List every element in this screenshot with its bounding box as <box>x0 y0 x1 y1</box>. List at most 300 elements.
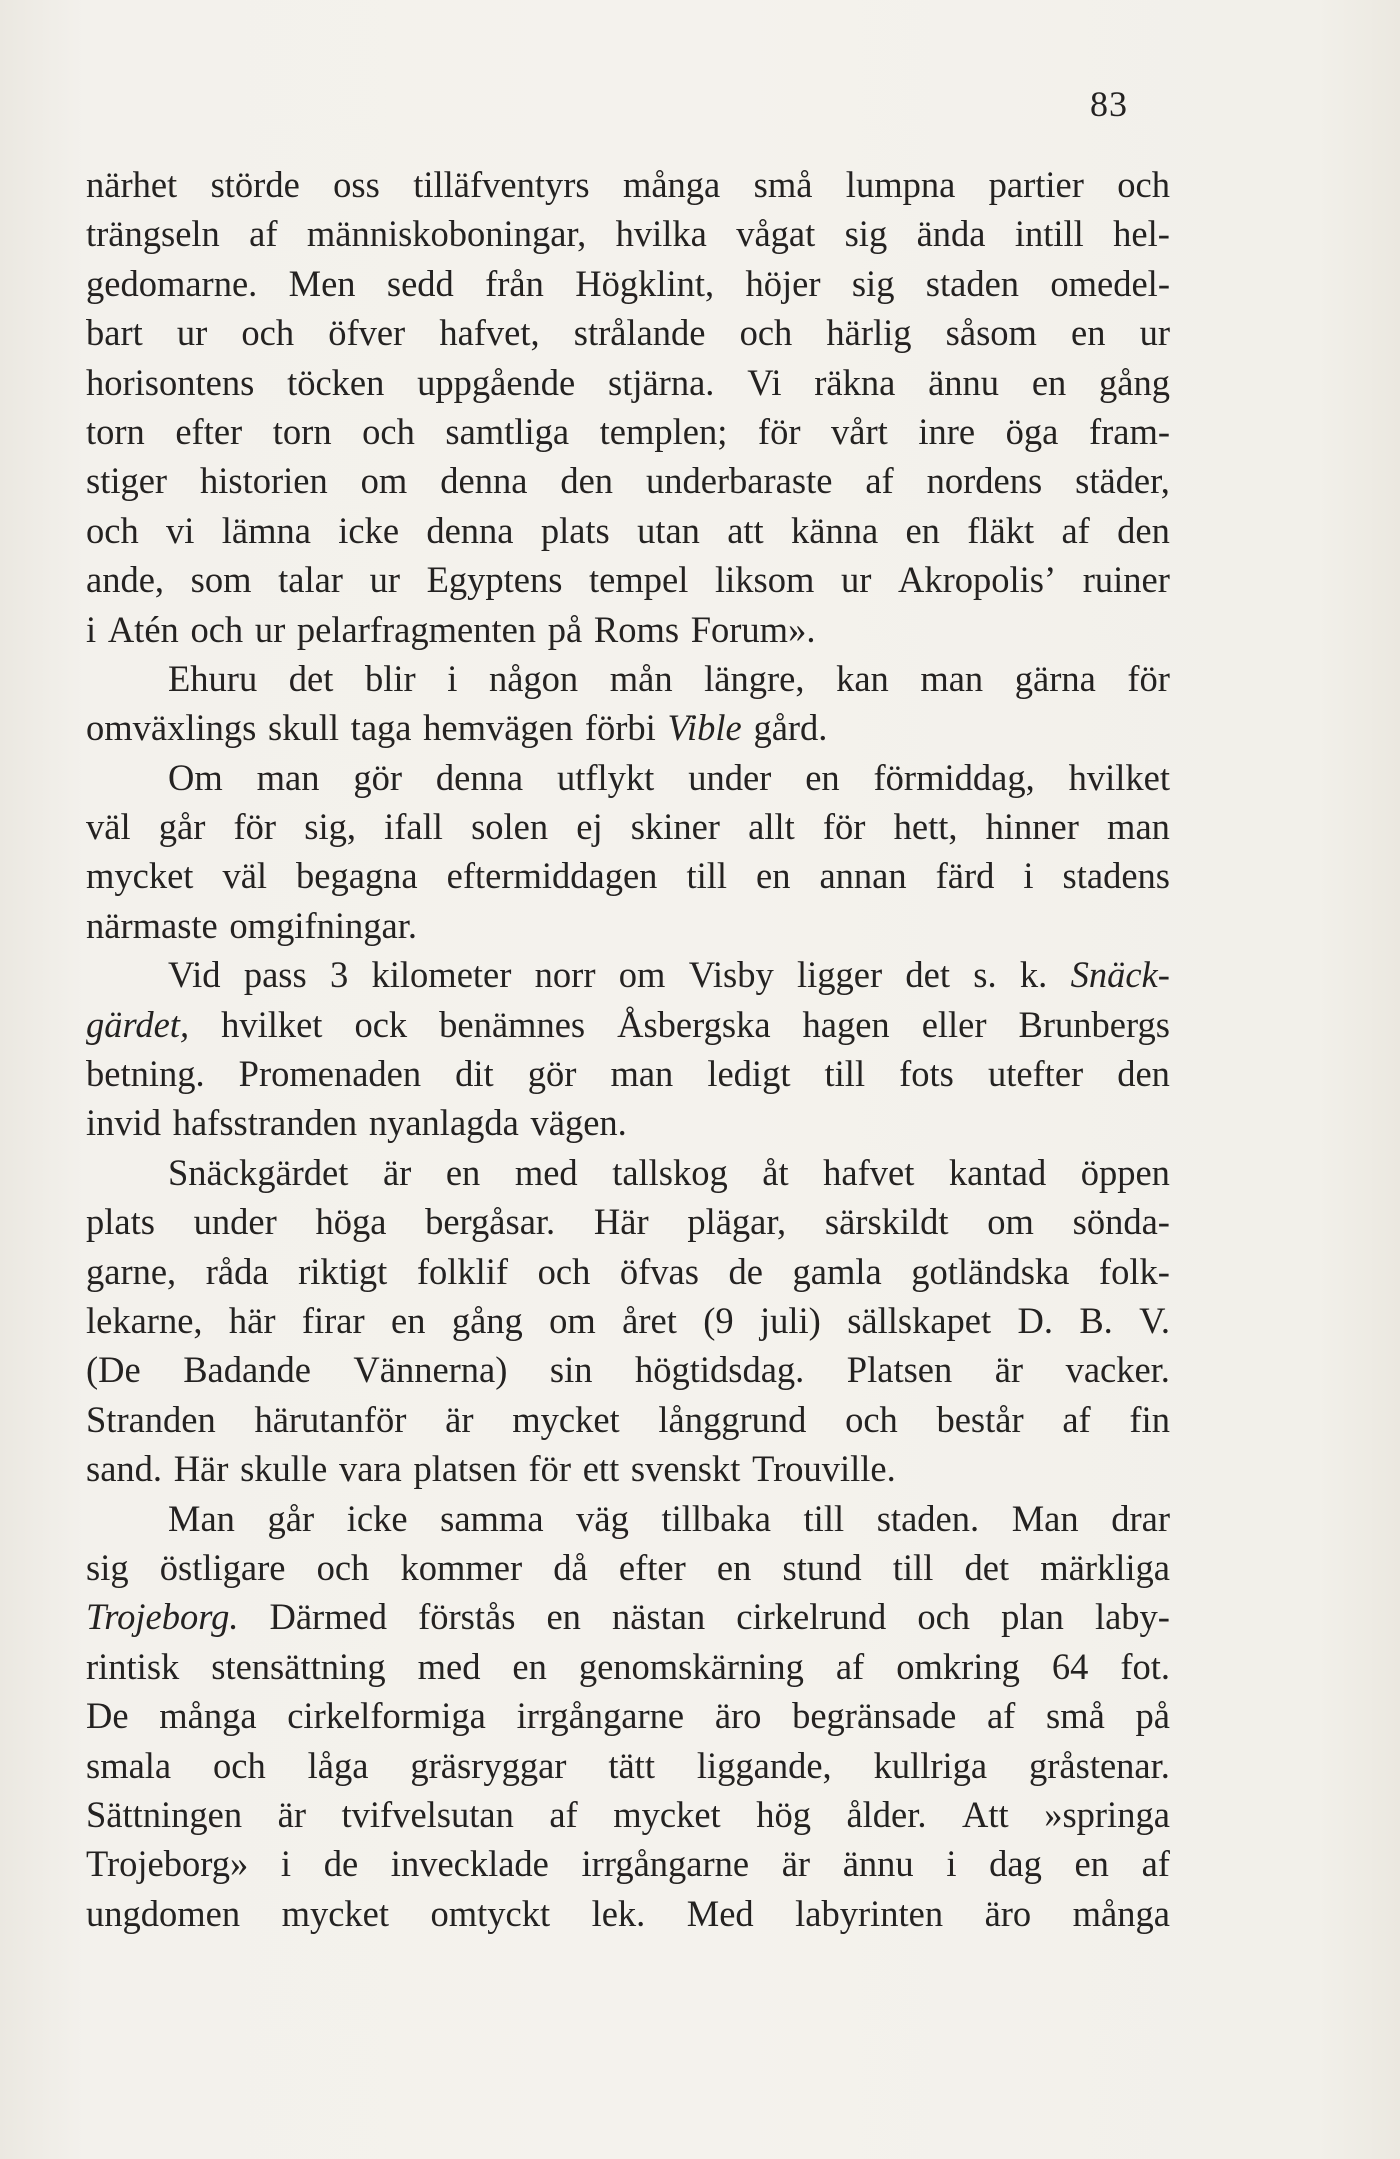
word: och <box>537 1250 591 1292</box>
word: om <box>549 1299 596 1341</box>
word: om <box>360 460 408 502</box>
word: i <box>280 1843 292 1885</box>
word: öfvas <box>619 1250 699 1292</box>
word: vägen. <box>530 1102 627 1144</box>
word: sig <box>86 1546 129 1588</box>
word: Snäck- <box>1070 954 1170 996</box>
word: en <box>391 1299 426 1341</box>
text-line <box>86 1395 1170 1444</box>
word: plats <box>540 509 610 551</box>
word: tempel <box>589 559 689 601</box>
word: Ehuru <box>168 657 258 699</box>
text-line <box>86 1345 1170 1394</box>
word: begagna <box>296 855 418 897</box>
word: Vid <box>168 954 221 996</box>
word: väg <box>576 1497 629 1539</box>
word: tätt <box>608 1744 655 1786</box>
word: omtyckt <box>430 1892 551 1934</box>
word: den <box>1117 509 1170 551</box>
word: och <box>362 410 415 452</box>
word: nästan <box>611 1596 706 1638</box>
word: Sättningen <box>86 1793 243 1835</box>
word: Brunbergs <box>1018 1003 1170 1045</box>
text-line <box>86 209 1170 258</box>
word: Promenaden <box>238 1053 422 1095</box>
word: kommer <box>400 1546 523 1588</box>
word: lämna <box>221 509 311 551</box>
word: (De <box>86 1349 141 1391</box>
word: åt <box>762 1151 789 1193</box>
word: höga <box>315 1201 387 1243</box>
word: för <box>528 1448 572 1490</box>
word: förmiddag, <box>873 756 1035 798</box>
text-line <box>86 1839 1170 1888</box>
word: Men <box>288 262 356 304</box>
word: en <box>756 855 791 897</box>
word: äro <box>714 1695 762 1737</box>
word: är <box>277 1793 306 1835</box>
word: är <box>994 1349 1024 1391</box>
body-text <box>86 160 1170 1938</box>
word: ligger <box>797 954 883 996</box>
text-line <box>86 1691 1170 1740</box>
word: denna <box>440 460 528 502</box>
word: man <box>610 1053 674 1095</box>
word: små <box>753 164 813 205</box>
word: förstås <box>418 1596 516 1638</box>
word: ur <box>254 608 286 650</box>
word: en <box>805 756 840 798</box>
word: stensättning <box>211 1645 386 1687</box>
word: mycket <box>281 1892 389 1934</box>
word: samtliga <box>445 410 570 452</box>
word: sig, <box>304 806 356 848</box>
word: templen; <box>599 410 728 452</box>
word: det <box>905 954 951 996</box>
word: liggande, <box>696 1744 832 1786</box>
word: 3 <box>329 954 349 996</box>
word: af <box>1061 509 1090 551</box>
word: folklif <box>416 1250 509 1292</box>
word: vårt <box>831 410 888 452</box>
word: längre, <box>704 657 805 699</box>
word: ur <box>1139 312 1170 354</box>
word: är <box>781 1843 811 1885</box>
word: de <box>323 1843 359 1885</box>
word: pelarfragmenten <box>296 608 537 650</box>
word: hvilka <box>615 213 707 255</box>
word: vågat <box>736 213 816 255</box>
word: hemvägen <box>423 707 574 749</box>
word: Visby <box>688 954 774 996</box>
word: efter <box>175 410 243 452</box>
text-line <box>86 1642 1170 1691</box>
word: omkring <box>896 1645 1020 1687</box>
word: solen <box>471 806 549 848</box>
word: mycket <box>512 1398 620 1440</box>
word: en <box>512 1645 547 1687</box>
word: benämnes <box>439 1003 586 1045</box>
word: mån <box>609 657 673 699</box>
word: om <box>618 954 666 996</box>
word: vara <box>338 1448 402 1490</box>
word: (9 <box>703 1299 734 1341</box>
word: firar <box>301 1299 365 1341</box>
word: här <box>228 1299 276 1341</box>
word: Atén <box>107 608 179 650</box>
word: gedomarne. <box>86 262 258 304</box>
word: stund <box>782 1546 862 1588</box>
word: efter <box>618 1546 686 1588</box>
word: tillbaka <box>661 1497 771 1539</box>
word: taga <box>350 707 412 749</box>
word: af <box>865 460 894 502</box>
word: och <box>316 1546 370 1588</box>
word: s. <box>973 954 997 996</box>
text-line <box>86 703 1170 752</box>
word: uppgående <box>417 361 576 403</box>
word: lek. <box>591 1892 646 1934</box>
word: af <box>249 213 278 255</box>
text-line <box>86 1592 1170 1641</box>
word: förbi <box>584 707 656 749</box>
word: af <box>1141 1843 1170 1885</box>
word: Man <box>1011 1497 1079 1539</box>
word: platsen <box>413 1448 517 1490</box>
word: gång <box>451 1299 523 1341</box>
word: och <box>917 1596 971 1638</box>
word: Om <box>168 756 223 798</box>
word: ur <box>369 559 400 601</box>
word: kullriga <box>873 1744 988 1786</box>
word: om <box>987 1201 1034 1243</box>
word: icke <box>346 1497 408 1539</box>
word: gotländska <box>911 1250 1070 1292</box>
word: bergåsar. <box>425 1201 556 1243</box>
word: märkliga <box>1040 1546 1170 1588</box>
word: är <box>445 1398 474 1440</box>
word: omväxlings <box>86 707 257 749</box>
word: och <box>190 608 244 650</box>
page-number: 83 <box>1090 84 1128 124</box>
word: denna <box>426 509 514 551</box>
word: ej <box>576 806 603 848</box>
word: Snäckgärdet <box>168 1151 349 1193</box>
text-line <box>86 901 1170 950</box>
word: folk- <box>1098 1250 1170 1292</box>
word: de <box>728 1250 763 1292</box>
word: genomskärning <box>578 1645 804 1687</box>
word: gärdet, <box>86 1003 190 1045</box>
word: blir <box>364 657 416 699</box>
word: och <box>213 1744 266 1786</box>
word: inre <box>918 410 976 452</box>
word: särskildt <box>824 1201 949 1243</box>
word: ett <box>582 1448 620 1490</box>
word: går <box>267 1497 315 1539</box>
word: eftermiddagen <box>446 855 658 897</box>
word: lekarne, <box>86 1299 203 1341</box>
word: en <box>716 1546 752 1588</box>
word: ålder. <box>846 1793 927 1835</box>
word: tvifvelsutan <box>341 1793 514 1835</box>
word: bart <box>86 312 143 354</box>
word: hvilket <box>221 1003 323 1045</box>
word: torn <box>272 410 332 452</box>
word: en <box>905 509 940 551</box>
word: det <box>964 1546 1010 1588</box>
word: fram- <box>1088 410 1170 452</box>
word: Därmed <box>269 1596 388 1638</box>
word: Vible <box>667 707 742 749</box>
word: går <box>158 806 206 848</box>
word: väl <box>222 855 268 897</box>
word: omgifningar. <box>229 904 417 946</box>
text-line <box>86 1543 1170 1592</box>
word: nordens <box>926 460 1043 502</box>
word: af <box>549 1793 578 1835</box>
word: Att <box>962 1793 1009 1835</box>
word: för <box>1127 657 1170 699</box>
word: äro <box>984 1892 1032 1934</box>
word: staden <box>925 262 1020 304</box>
word: icke <box>338 509 400 551</box>
word: låga <box>307 1744 369 1786</box>
word: och <box>241 312 295 354</box>
word: för <box>757 410 801 452</box>
word: till <box>803 1497 845 1539</box>
word: till <box>824 1053 866 1095</box>
word: utefter <box>987 1053 1084 1095</box>
word: hafvet, <box>439 312 540 354</box>
word: känna <box>791 509 879 551</box>
word: D. <box>1017 1299 1053 1341</box>
word: hinner <box>985 806 1079 848</box>
word: störde <box>210 164 300 205</box>
word: den <box>1117 1053 1170 1095</box>
word: eller <box>921 1003 987 1045</box>
word: öfver <box>328 312 406 354</box>
word: irrgångarne <box>581 1843 750 1885</box>
word: ifall <box>384 806 443 848</box>
word: Platsen <box>846 1349 953 1391</box>
word: till <box>686 855 728 897</box>
word: någon <box>488 657 579 699</box>
word: cirkelformiga <box>287 1695 486 1737</box>
word: juli) <box>760 1299 821 1341</box>
word: i <box>946 1843 957 1885</box>
word: strålande <box>573 312 706 354</box>
word: partier <box>988 164 1084 205</box>
word: långgrund <box>658 1398 807 1440</box>
word: gör <box>353 756 403 798</box>
text-line <box>86 1296 1170 1345</box>
word: många <box>159 1695 257 1737</box>
word: och <box>1117 164 1170 205</box>
word: k. <box>1019 954 1048 996</box>
word: råda <box>205 1250 269 1292</box>
word: vi <box>166 509 195 551</box>
word: på <box>1135 1695 1170 1737</box>
word: i <box>1023 855 1034 897</box>
text-line <box>86 1098 1170 1147</box>
word: ungdomen <box>86 1892 241 1934</box>
word: såsom <box>945 312 1037 354</box>
word: en <box>546 1596 581 1638</box>
word: fots <box>899 1053 954 1095</box>
word: gärna <box>1014 657 1096 699</box>
word: ruiner <box>1082 559 1170 601</box>
word: som <box>190 559 252 601</box>
word: ända <box>916 213 986 255</box>
word: stjärna. <box>608 361 715 403</box>
text-line <box>86 1247 1170 1296</box>
word: Här <box>593 1201 649 1243</box>
word: ännu <box>928 361 1000 403</box>
word: för <box>233 806 277 848</box>
word: hög <box>756 1793 811 1835</box>
word: ledigt <box>707 1053 791 1095</box>
text-line <box>86 160 1170 209</box>
word: Trouville. <box>752 1448 896 1490</box>
word: Akropolis’ <box>897 559 1057 601</box>
word: drar <box>1111 1497 1170 1539</box>
word: begränsade <box>792 1695 957 1737</box>
word: tilläfventyrs <box>413 164 590 205</box>
word: i <box>447 657 458 699</box>
word: Med <box>686 1892 754 1934</box>
word: under <box>688 756 772 798</box>
word: med <box>417 1645 481 1687</box>
word: sand. <box>86 1448 163 1490</box>
word: är <box>382 1151 412 1193</box>
word: Trojeborg» <box>86 1843 249 1885</box>
word: Här <box>173 1448 229 1490</box>
text-line <box>86 407 1170 456</box>
word: från <box>485 262 544 304</box>
word: sedd <box>386 262 454 304</box>
word: gång <box>1099 361 1170 403</box>
word: invid <box>86 1102 162 1144</box>
word: ur <box>840 559 872 601</box>
text-line <box>86 1148 1170 1197</box>
word: stadens <box>1062 855 1170 897</box>
text-line <box>86 1000 1170 1049</box>
text-line <box>86 1790 1170 1839</box>
word: vacker. <box>1065 1349 1170 1391</box>
word: sällskapet <box>847 1299 992 1341</box>
word: närhet <box>86 164 178 205</box>
word: mycket <box>613 1793 721 1835</box>
word: då <box>553 1546 588 1588</box>
word: fot. <box>1120 1645 1170 1687</box>
word: städer, <box>1075 460 1170 502</box>
word: af <box>835 1645 865 1687</box>
word: af <box>986 1695 1016 1737</box>
word: norr <box>534 954 596 996</box>
word: på <box>547 608 583 650</box>
word: plan <box>1001 1596 1064 1638</box>
word: torn <box>86 410 145 452</box>
word: närmaste <box>86 904 218 946</box>
word: utan <box>637 509 700 551</box>
word: Trojeborg. <box>86 1596 239 1638</box>
word: fin <box>1129 1398 1170 1440</box>
word: allt <box>748 806 795 848</box>
word: skulle <box>240 1448 328 1490</box>
word: kantad <box>948 1151 1047 1193</box>
word: gråstenar. <box>1029 1744 1170 1786</box>
word: små <box>1046 1695 1105 1737</box>
word: ande, <box>86 559 165 601</box>
word: året <box>622 1299 677 1341</box>
word: och <box>845 1398 898 1440</box>
word: man <box>256 756 320 798</box>
word: oss <box>333 164 380 205</box>
word: i <box>86 608 97 650</box>
word: betning. <box>86 1053 205 1095</box>
word: intill <box>1014 213 1084 255</box>
word: till <box>892 1546 934 1588</box>
word: människoboningar, <box>306 213 587 255</box>
word: sin <box>549 1349 593 1391</box>
word: liksom <box>714 559 815 601</box>
word: töcken <box>287 361 385 403</box>
word: ur <box>176 312 208 354</box>
word: räkna <box>814 361 896 403</box>
word: öppen <box>1080 1151 1170 1193</box>
word: en <box>1071 312 1106 354</box>
text-line <box>86 506 1170 555</box>
word: mycket <box>86 855 194 897</box>
word: för <box>822 806 866 848</box>
word: smala <box>86 1744 172 1786</box>
word: Forum». <box>690 608 816 650</box>
word: många <box>622 164 721 205</box>
word: färd <box>935 855 995 897</box>
word: hafsstranden <box>172 1102 358 1144</box>
word: en <box>445 1151 481 1193</box>
word: höjer <box>745 262 821 304</box>
word: den <box>560 460 614 502</box>
word: plats <box>86 1201 155 1243</box>
word: af <box>1062 1398 1091 1440</box>
word: gör <box>527 1053 577 1095</box>
word: fläkt <box>967 509 1035 551</box>
word: tallskog <box>612 1151 728 1193</box>
text-line <box>86 654 1170 703</box>
word: Vännerna) <box>353 1349 508 1391</box>
text-line <box>86 555 1170 604</box>
word: många <box>1072 1892 1170 1934</box>
text-line <box>86 456 1170 505</box>
word: gård. <box>753 707 828 749</box>
word: man <box>920 657 984 699</box>
text-line <box>86 1049 1170 1098</box>
word: horisontens <box>86 361 255 403</box>
text-line <box>86 851 1170 900</box>
word: underbaraste <box>645 460 833 502</box>
word: V. <box>1139 1299 1170 1341</box>
word: Åsbergska <box>617 1003 771 1045</box>
word: skull <box>268 707 339 749</box>
text-line <box>86 753 1170 802</box>
word: hett, <box>893 806 958 848</box>
word: annan <box>819 855 907 897</box>
word: Högklint, <box>575 262 715 304</box>
word: hagen <box>802 1003 890 1045</box>
word: dit <box>455 1053 494 1095</box>
